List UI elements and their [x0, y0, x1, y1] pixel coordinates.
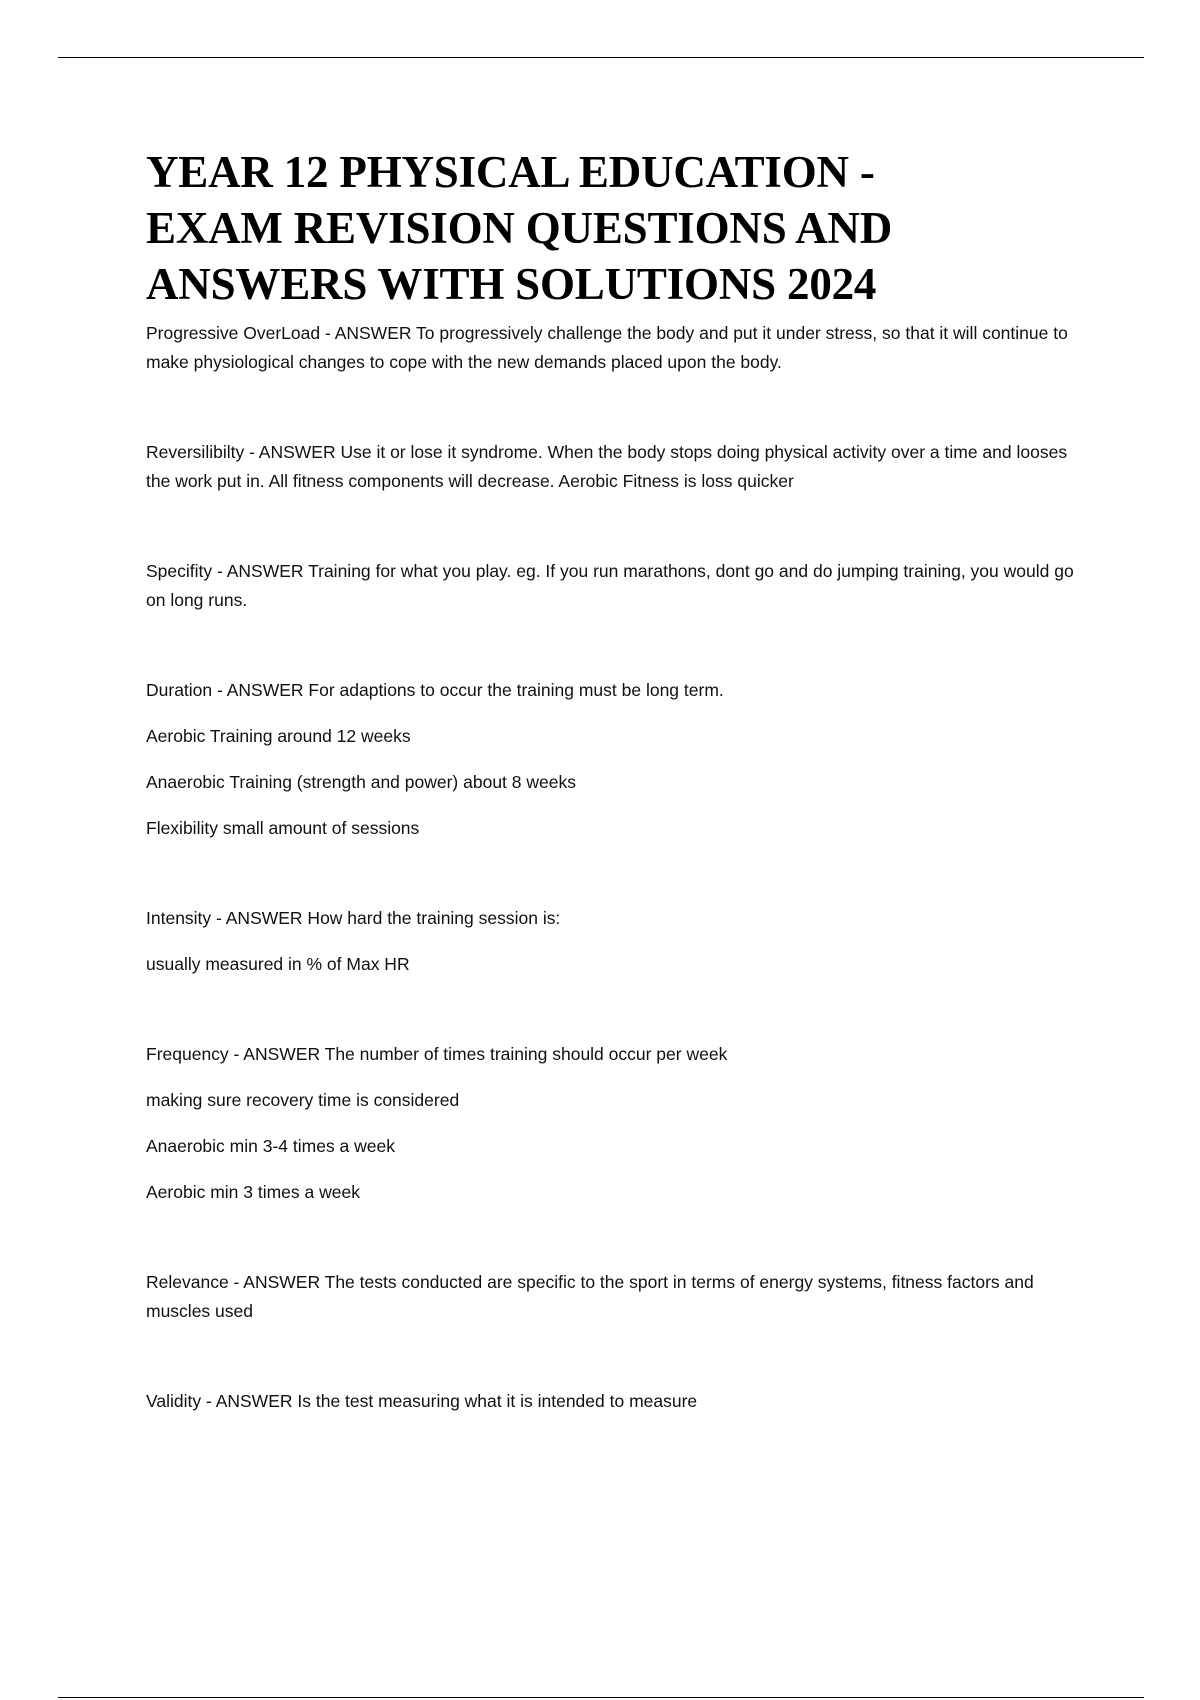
bottom-rule [58, 1697, 1144, 1698]
qa-frequency-detail: making sure recovery time is considered [146, 1090, 460, 1110]
title-line: EXAM REVISION QUESTIONS AND [146, 203, 892, 253]
qa-frequency-detail: Aerobic min 3 times a week [146, 1182, 360, 1202]
qa-duration-detail: Anaerobic Training (strength and power) about 8 weeks [146, 772, 576, 792]
qa-specificity: Specifity - ANSWER Training for what you play. eg. If you run marathons, dont go and do jumping training, you would go on long runs. [146, 561, 1074, 610]
qa-reversibility: Reversilibilty - ANSWER Use it or lose it syndrome. When the body stops doing physical activity over a time and looses the work put in. All fitness components will decrease. Aerobic Fitness is loss quicker [146, 442, 1068, 491]
top-rule [58, 57, 1144, 58]
document-body [146, 144, 1081, 1416]
qa-frequency-detail: Anaerobic min 3-4 times a week [146, 1136, 395, 1156]
qa-progressive-overload: Progressive OverLoad - ANSWER To progressively challenge the body and put it under stress, so that it will continue to make physiological changes to cope with the new demands placed upon the body. [146, 323, 1068, 372]
qa-validity: Validity - ANSWER Is the test measuring what it is intended to measure [146, 1391, 698, 1411]
qa-intensity-detail: usually measured in % of Max HR [146, 954, 410, 974]
document-title [146, 144, 1081, 312]
qa-duration-detail: Flexibility small amount of sessions [146, 818, 420, 838]
qa-relevance: Relevance - ANSWER The tests conducted are specific to the sport in terms of energy systems, fitness factors and muscles used [146, 1272, 1034, 1321]
qa-intensity: Intensity - ANSWER How hard the training session is: [146, 908, 561, 928]
title-line: ANSWERS WITH SOLUTIONS 2024 [146, 259, 877, 309]
qa-duration: Duration - ANSWER For adaptions to occur the training must be long term. [146, 680, 724, 700]
qa-duration-detail: Aerobic Training around 12 weeks [146, 726, 411, 746]
title-line: YEAR 12 PHYSICAL EDUCATION - [146, 147, 875, 197]
qa-frequency: Frequency - ANSWER The number of times training should occur per week [146, 1044, 728, 1064]
